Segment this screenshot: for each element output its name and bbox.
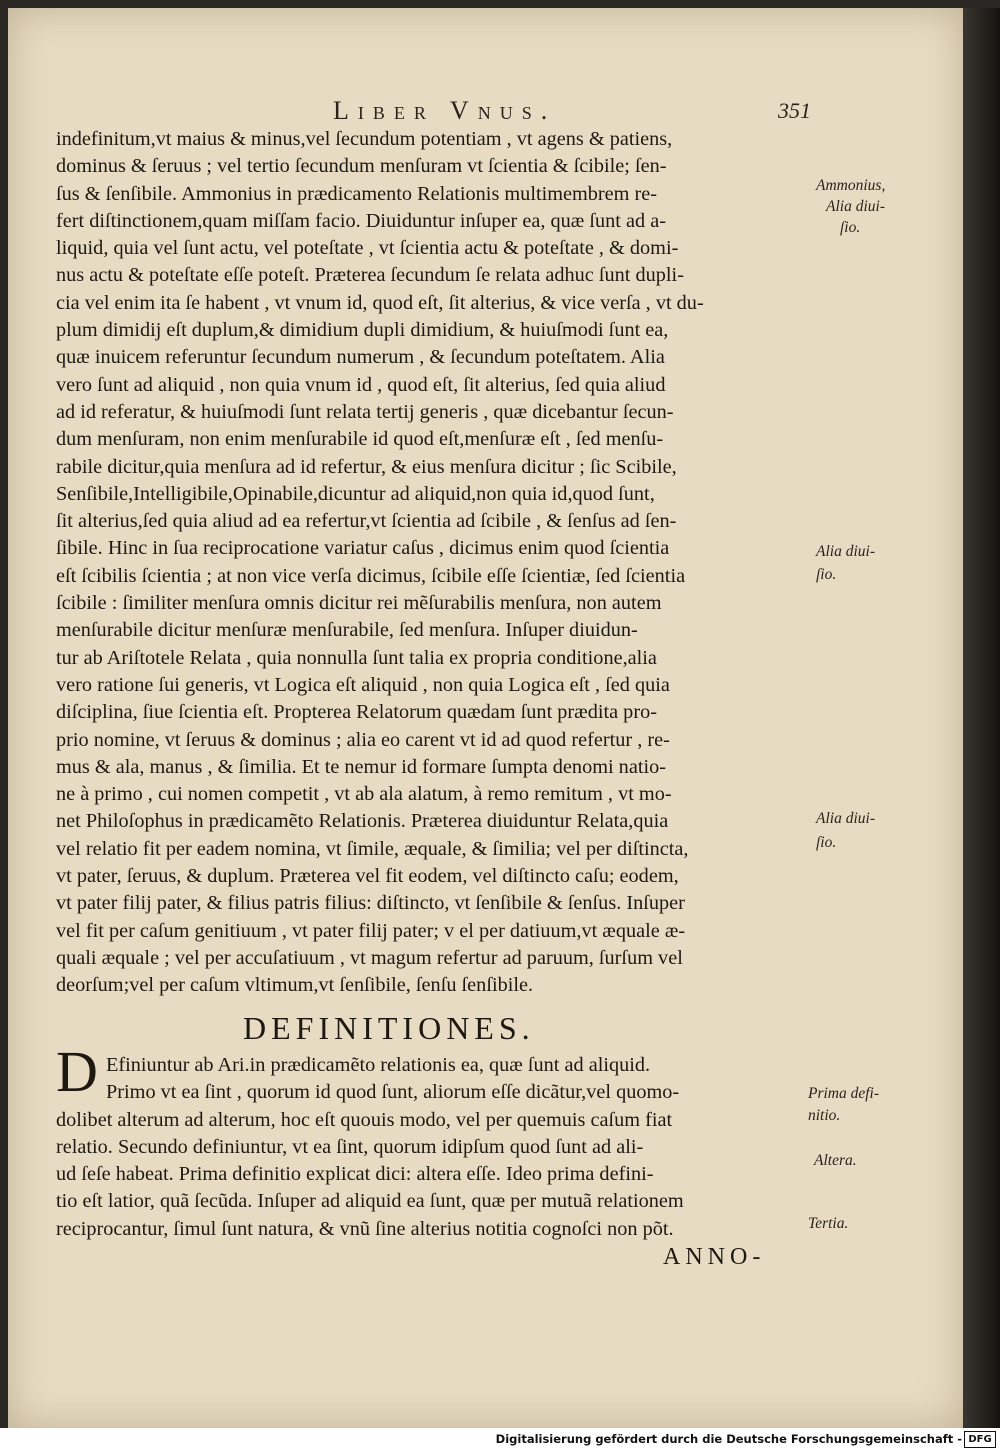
text-line: quæ inuicem referuntur ſecundum numerum , & ſecundum poteſtatem. Alia	[56, 346, 665, 369]
text-line: ſcibile : ſimiliter menſura omnis dicitur rei mẽſurabilis menſura, non autem	[56, 592, 662, 615]
margin-note: Ammonius,	[816, 177, 886, 194]
margin-note: Prima defi-	[808, 1085, 880, 1102]
margin-note: ſio.	[816, 834, 837, 851]
funding-credit: Digitalisierung gefördert durch die Deutsche Forschungsgemeinschaft -	[495, 1432, 962, 1446]
margin-note: Alia diui-	[826, 198, 885, 215]
text-line: cia vel enim ita ſe habent , vt vnum id, quod eſt, ſit alterius, & vice verſa , vt du-	[56, 291, 704, 314]
text-line: tur ab Ariſtotele Relata , quia nonnulla ſunt talia ex propria conditione,alia	[56, 646, 657, 669]
text-line: eſt ſcibilis ſcientia ; at non vice verſa dicimus, ſcibile eſſe ſcientiæ, ſed ſcientia	[56, 564, 686, 587]
text-line: dolibet alterum ad alterum, hoc eſt quouis modo, vel per quemuis caſum fiat	[56, 1108, 673, 1131]
page-number: 351	[778, 98, 811, 123]
running-title: Liber Vnus.	[333, 96, 557, 125]
body-text	[56, 126, 806, 1000]
text-line: dominus & ſeruus ; vel tertio ſecundum menſuram vt ſcientia & ſcibile; ſen-	[56, 155, 667, 178]
text-line: vt pater filij pater, & filius patris filius: diſtincto, vt ſenſibile & ſenſus. Inſuper	[56, 892, 685, 915]
text-line: vel relatio fit per eadem nomina, vt ſimile, æquale, & ſimilia; vel per diſtincta,	[56, 837, 689, 860]
text-line: vero ſunt ad aliquid , non quia vnum id , quod eſt, ſit alterius, ſed quia aliud	[56, 373, 666, 396]
running-head	[8, 86, 963, 126]
book-edge	[963, 8, 1000, 1428]
section-heading: DEFINITIONES.	[243, 1010, 535, 1046]
margin-note: nitio.	[808, 1107, 841, 1124]
text-line: indefinitum,vt maius & minus,vel ſecundum potentiam , vt agens & patiens,	[56, 128, 673, 150]
margin-note: ſio.	[840, 219, 861, 236]
text-line: fert diſtinctionem,quam miſſam facio. Diuiduntur inſuper ea, quæ ſunt ad a-	[56, 209, 666, 232]
catchword: ANNO-	[663, 1244, 766, 1270]
text-line: mus & ala, manus , & ſimilia. Et te nemur id formare ſumpta denomi natio-	[56, 755, 666, 778]
text-line: vt pater, ſeruus, & duplum. Præterea vel fit eodem, vel diſtincto caſu; eodem,	[56, 865, 679, 888]
text-line: nus actu & poteſtate eſſe poteſt. Præterea ſecundum ſe relata adhuc ſunt dupli-	[56, 264, 684, 287]
text-line: rabile dicitur,quia menſura ad id refertur, & eius menſura dicitur ; ſic Scibile,	[56, 455, 677, 478]
text-line: dum menſuram, non enim menſurabile id quod eſt,menſuræ eſt , ſed menſu-	[56, 428, 664, 451]
text-line: ſibile. Hinc in ſua reciprocatione variatur caſus , dicimus enim quod ſcientia	[56, 537, 670, 560]
text-line: vel fit per caſum genitiuum , vt pater filij pater; v el per datiuum,vt æquale æ-	[56, 919, 686, 942]
drop-capital: D	[56, 1039, 98, 1104]
margin-note: Altera.	[814, 1152, 857, 1169]
text-line: Efiniuntur ab Ari.in prædicamẽto relationis ea, quæ ſunt ad aliquid.	[106, 1054, 651, 1076]
text-line: vero ratione ſui generis, vt Logica eſt aliquid , non quia Logica eſt , ſed quia	[56, 673, 670, 696]
text-line: relatio. Secundo definiuntur, vt ea ſint, quorum idipſum quod ſunt ad ali-	[56, 1135, 644, 1158]
text-line: menſurabile dicitur menſuræ menſurabile, ſed menſura. Inſuper diuidun-	[56, 619, 638, 642]
text-line: ſit alterius,ſed quia aliud ad ea refertur,vt ſcientia ad ſcibile , & ſenſus ad ſen-	[56, 510, 677, 533]
text-line: ud ſeſe habeat. Prima definitio explicat dici: altera eſſe. Ideo prima defini-	[56, 1163, 654, 1186]
text-line: net Philoſophus in prædicamẽto Relationis. Præterea diuiduntur Relata,quia	[56, 810, 669, 833]
footer-bar	[0, 1428, 1000, 1450]
text-line: quali æquale ; vel per accuſatiuum , vt magum refertur ad paruum, ſurſum vel	[56, 946, 683, 969]
margin-note: Alia diui-	[816, 543, 875, 560]
text-line: ne à primo , cui nomen competit , vt ab ala alatum, à remo remitum , vt mo-	[56, 783, 672, 806]
definition-text	[56, 1052, 806, 1243]
text-line: plum dimidij eſt duplum,& dimidium dupli dimidium, & huiuſmodi ſunt ea,	[56, 319, 669, 342]
text-line: Senſibile,Intelligibile,Opinabile,dicuntur ad aliquid,non quia id,quod ſunt,	[56, 482, 655, 505]
text-line: prio nomine, vt ſeruus & dominus ; alia eo carent vt id ad quod refertur , re-	[56, 728, 670, 751]
margin-note: ſio.	[816, 566, 837, 583]
margin-note: Alia diui-	[816, 810, 875, 827]
margin-note: Tertia.	[808, 1215, 849, 1232]
text-line: ſus & ſenſibile. Ammonius in prædicamento Relationis multimembrem re-	[56, 182, 658, 205]
text-line: diſciplina, ſiue ſcientia eſt. Propterea Relatorum quædam ſunt prædita pro-	[56, 701, 657, 724]
text-line: liquid, quia vel ſunt actu, vel poteſtate , vt ſcientia actu & poteſtate , & domi-	[56, 237, 679, 260]
text-line: Primo vt ea ſint , quorum id quod ſunt, aliorum eſſe dicãtur,vel quomo-	[106, 1081, 680, 1104]
dfg-logo: DFG	[964, 1431, 996, 1448]
text-line: deorſum;vel per caſum vltimum,vt ſenſibile, ſenſu ſenſibile.	[56, 974, 534, 997]
book-page	[8, 8, 963, 1428]
text-line: reciprocantur, ſimul ſunt natura, & vnũ ſine alterius notitia cognoſci non põt.	[56, 1217, 674, 1240]
text-line: tio eſt latior, quã ſecũda. Inſuper ad aliquid ea ſunt, quæ per mutuã relationem	[56, 1190, 684, 1213]
text-line: ad id referatur, & huiuſmodi ſunt relata tertij generis , quæ dicebantur ſecun-	[56, 400, 674, 423]
